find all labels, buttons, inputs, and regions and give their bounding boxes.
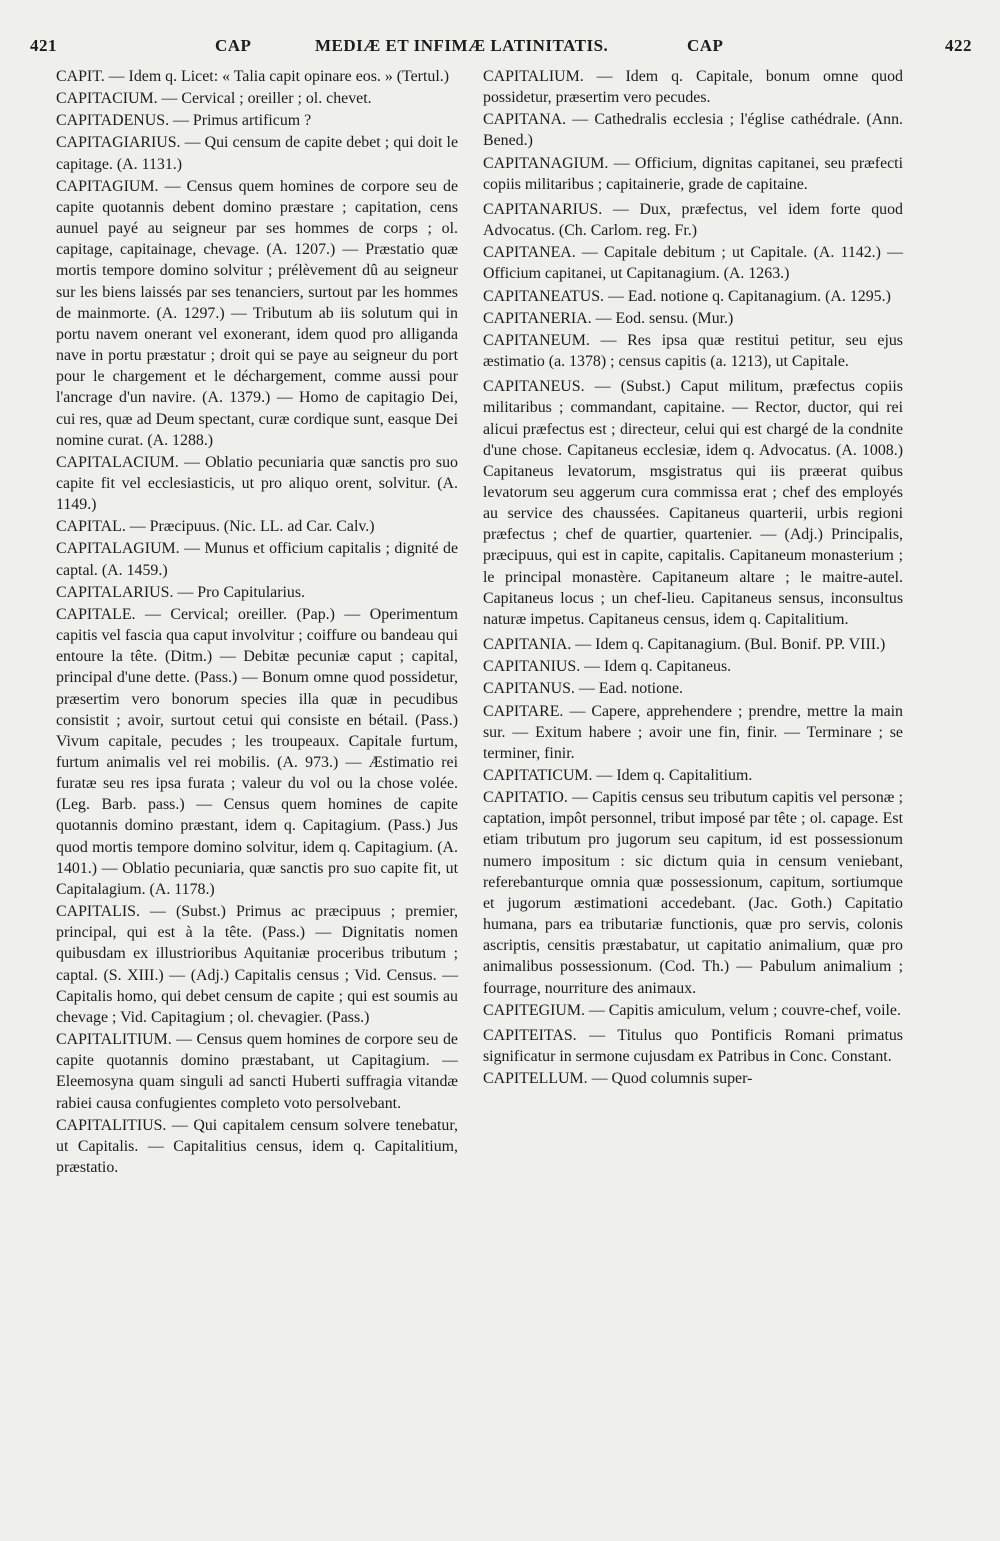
entry-capitale: CAPITALE. — Cervical; oreiller. (Pap.) — Operimentum capitis vel fascia qua caput involvitur ; coiffure ou bandeau qui entoure la tête. (Ditm.) — Debitæ pecuniæ caput ; capital, principal d'une dette. (Pass.) — Bonum omne quod possidetur, præsertim vero bonorum species illa quæ in pecudibus consistit ; avoir, surtout cetui qui consiste en bétail. (Pass.) Vivum capitale, pecudes ; les troupeaux. Capitale furtum, furtum animalis vel rei mobilis. (A. 973.) — Æstimatio rei furatæ seu res ipsa furata ; valeur du vol ou la chose volée. (Leg. Barb. pass.) — Census quem homines de capite quotannis domino præstant, idem q. Capitagium. (Pass.) Jus quod mortis tempore domino solvitur, idem q. Capitagium. (A. 1401.) — Oblatio pecuniaria, quæ sanctis pro suo capite fit, ut Capitalagium. (A. 1178.) [56,605,458,898]
entry-capitalium: CAPITALIUM. — Idem q. Capitale, bonum omne quod possidetur, præsertim vero pecudes. [483,68,903,107]
entry-capitegium: CAPITEGIUM. — Capitis amiculum, velum ; couvre-chef, voile. [483,1001,901,1019]
left-section-abbrev: CAP [215,36,252,55]
entry-capitanus: CAPITANUS. — Ead. notione. [483,680,683,698]
entry-capitagiarius: CAPITAGIARIUS. — Qui censum de capite debet ; qui doit le capitage. (A. 1131.) [56,134,458,173]
entry-capitaneria: CAPITANERIA. — Eod. sensu. (Mur.) [483,309,734,327]
entry-capitacium: CAPITACIUM. — Cervical ; oreiller ; ol. chevet. [56,90,372,108]
entry-capitana: CAPITANA. — Cathedralis ecclesia ; l'église cathédrale. (Ann. Bened.) [483,111,903,150]
entry-capitare: CAPITARE. — Capere, apprehendere ; prendre, mettre la main sur. — Exitum habere ; avoir une fin, finir. — Terminare ; se terminer, finir. [483,702,903,762]
right-section-abbrev: CAP [687,36,724,55]
right-column [483,66,903,1466]
entry-capital: CAPITAL. — Præcipuus. (Nic. LL. ad Car. Calv.) [56,518,375,536]
running-title: MEDIÆ ET INFIMÆ LATINITATIS. [315,36,609,55]
entry-capitanius: CAPITANIUS. — Idem q. Capitaneus. [483,658,732,676]
entry-capitanea: CAPITANEA. — Capitale debitum ; ut Capitale. (A. 1142.) — Officium capitanei, ut Capitanagium. (A. 1263.) [483,244,903,283]
left-page-number: 421 [30,36,57,55]
entry-capitalitium: CAPITALITIUM. — Census quem homines de corpore seu de capite quotannis domino præstabant, ut Capitagium. — Eleemosyna quam singuli ad sancti Huberti suffragia vitandæ rabiei causa confugientes completo voto persolvebant. [56,1031,458,1112]
running-head [30,36,972,60]
entry-capitadenus: CAPITADENUS. — Primus artificum ? [56,112,312,130]
left-column [56,66,458,1466]
right-page-number: 422 [945,36,972,55]
entry-capitania: CAPITANIA. — Idem q. Capitanagium. (Bul. Bonif. PP. VIII.) [483,636,886,654]
entry-capit: CAPIT. — Idem q. Licet: « Talia capit opinare eos. » (Tertul.) [56,68,450,85]
entry-capitaticum: CAPITATICUM. — Idem q. Capitalitium. [483,767,753,784]
entry-capitaneatus: CAPITANEATUS. — Ead. notione q. Capitanagium. (A. 1295.) [483,287,891,305]
entry-capitalitius: CAPITALITIUS. — Qui capitalem censum solvere tenebatur, ut Capitalis. — Capitalitius census, idem q. Capitalitium, præstatio. [56,1116,458,1176]
entry-capitalis: CAPITALIS. — (Subst.) Primus ac præcipuus ; premier, principal, qui est à la tête. (Pass.) — Dignitatis nomen quibusdam ex illustrioribus Aquitaniæ proceribus tributum ; captal. (S. XIII.) — (Adj.) Capitalis census ; Vid. Census. — Capitalis homo, qui debet censum de capite ; qui est soumis au chevage ; Vid. Capitagium ; ol. chevagier. (Pass.) [56,903,458,1026]
entry-capitellum: CAPITELLUM. — Quod columnis super- [483,1070,753,1088]
entry-capitatio: CAPITATIO. — Capitis census seu tributum capitis vel personæ ; captation, impôt personnel, tribut imposé par tête ; ol. capage. Est etiam tributum pro jugorum seu capitum, id est possessionum numero impositum : sic dictum quia in censum veniebant, referebanturque omnia quæ possessionum, capitum, sortiumque et jugorum æstimationi accedebant. (Jac. Goth.) Capitatio humana, pars ea tributariæ functionis, quæ pro servis, colonis ascriptis, censitis præstabatur, ut capitatio animalium, quæ pro animalibus possessionum. (Cod. Th.) — Pabulum animalium ; fourrage, nourriture des animaux. [483,789,903,997]
entry-capitaneum: CAPITANEUM. — Res ipsa quæ restitui petitur, seu ejus æstimatio (a. 1378) ; census capitis (a. 1213), ut Capitale. [483,331,903,371]
entry-capitalagium: CAPITALAGIUM. — Munus et officium capitalis ; dignité de captal. (A. 1459.) [56,540,458,579]
entry-capitanagium: CAPITANAGIUM. — Officium, dignitas capitanei, seu præfecti copiis militaribus ; capitainerie, grade de capitaine. [483,154,903,193]
entry-capitagium: CAPITAGIUM. — Census quem homines de corpore seu de capite quotannis debent domino præstare ; capitation, cens aunuel payé au seigneur par ses hommes de corps ; ol. capitage, capitainage, chevage. (A. 1207.) — Præstatio quæ mortis tempore domino solvitur ; prélèvement dû au seigneur sur les biens laissés par ses tenanciers, surtout par les hommes de mainmorte. (A. 1297.) — Tributum ab iis solutum qui in portu navem onerant vel exonerant, idem quod pro alliganda nave in portu præstatur ; droit qui se paye au seigneur du port pour le chargement et le déchargement, comme aussi pour l'ancrage d'un navire. (A. 1379.) — Homo de capitagio Dei, cui res, quæ ad Deum spectant, curæ cordique sunt, easque Dei nomine curat. (A. 1288.) [56,177,458,449]
entry-capitanarius: CAPITANARIUS. — Dux, præfectus, vel idem forte quod Advocatus. (Ch. Carlom. reg. Fr.) [483,200,903,240]
entry-capitaneus: CAPITANEUS. — (Subst.) Caput militum, præfectus copiis militaribus ; commandant, capitaine. — Rector, ductor, qui rei alicui præfectus est ; directeur, celui qui est chargé de la condnite d'une chose. Capitaneus ecclesiæ, idem q. Advocatus. (A. 1008.) Capitaneus levatorum, msgistratus qui iis præerat quibus levatorum seu aggerum cura commissa erat ; chef des employés au service des chaussées. Capitaneus quarterii, urbis regioni præfectus ; chef de quartier, quartenier. — (Adj.) Principalis, præcipuus, qui est in capite, capitalis. Capitaneum monasterium ; le principal monastère. Capitaneum altare ; le maitre-autel. Capitaneus locus ; un chef-lieu. Capitaneus sensus, inconsultus naturæ impetus. Capitaneus census, idem q. Capitalitium. [483,378,903,628]
entry-capiteitas: CAPITEITAS. — Titulus quo Pontificis Romani primatus significatur in sermone cujusdam ex Patribus in Conc. Constant. [483,1026,903,1066]
entry-capitalacium: CAPITALACIUM. — Oblatio pecuniaria quæ sanctis pro suo capite fit vel ecclesiasticis, ut pro aliquo orent, solvitur. (A. 1149.) [56,453,458,514]
entry-capitalarius: CAPITALARIUS. — Pro Capitularius. [56,583,306,601]
